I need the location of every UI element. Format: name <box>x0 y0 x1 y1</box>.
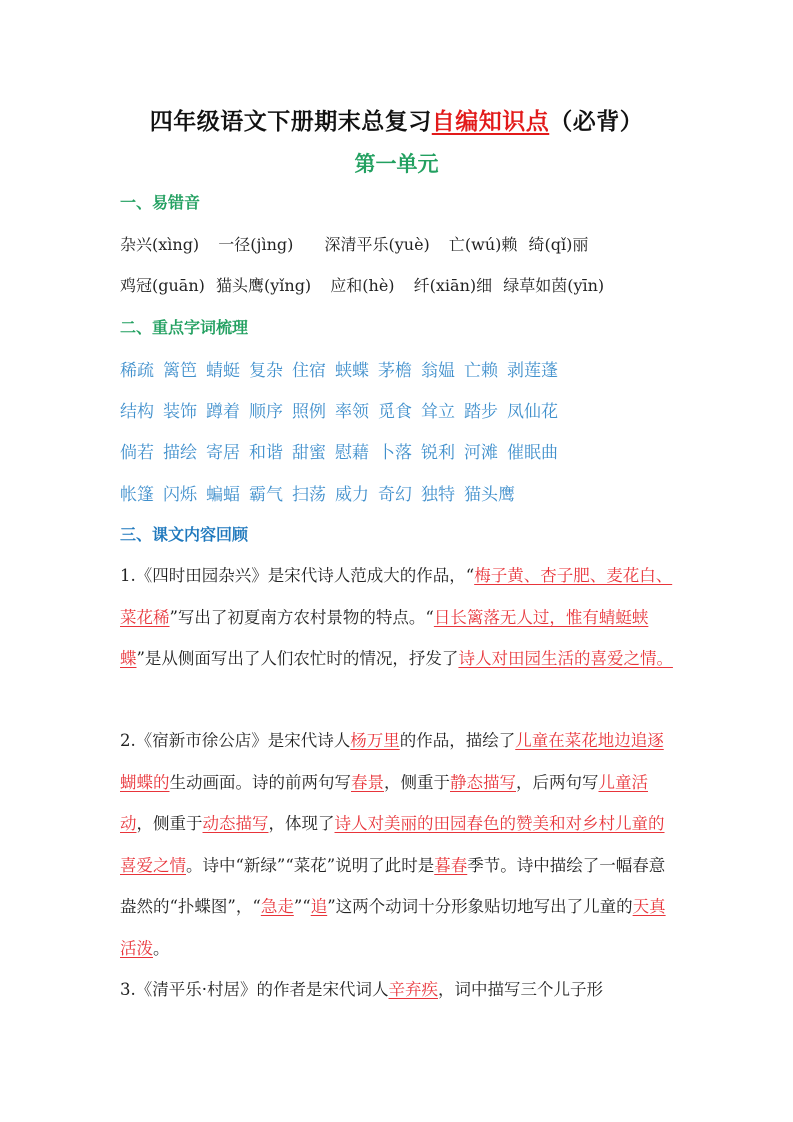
vocab-word: 闪烁 <box>163 485 197 505</box>
vocab-word: 寄居 <box>206 443 240 463</box>
vocab-word: 卜落 <box>378 443 412 463</box>
vocab-word: 率领 <box>335 402 369 422</box>
vocab-word: 倘若 <box>120 443 154 463</box>
key-answer: 杨万里 <box>350 731 400 750</box>
text: 3.《清平乐·村居》的作者是宋代词人 <box>120 980 389 999</box>
key-answer: 动态描写 <box>202 814 269 833</box>
key-answer: 天真活泼 <box>120 897 666 958</box>
pinyin-row-2 <box>120 273 680 296</box>
key-answer: 儿童在菜花地边追逐蝴蝶的 <box>120 731 664 792</box>
vocab-word: 蜻蜓 <box>206 361 240 381</box>
text: 。 <box>153 938 170 958</box>
key-answer: 诗人对田园生活的喜爱之情。 <box>458 649 673 668</box>
pinyin-item: 猫头鹰(yǐng) <box>215 276 312 295</box>
pinyin-item: 一径(jìng) <box>218 235 294 254</box>
vocab-word: 篱笆 <box>163 361 197 381</box>
pinyin-item: 绿草如茵(yīn) <box>503 276 605 295</box>
pinyin-item: 应和(hè) <box>330 276 395 295</box>
vocab-word: 霸气 <box>249 485 283 505</box>
vocab-word: 和谐 <box>249 443 283 463</box>
key-answer: 暮春 <box>434 855 468 875</box>
pinyin-row-1 <box>120 232 680 255</box>
text: ”写出了初夏南方农村景物的特点。“ <box>169 607 434 627</box>
vocab-word: 河滩 <box>464 443 498 463</box>
review-paragraph-3 <box>120 969 680 1011</box>
pinyin-item: 深清平乐(yuè) <box>324 235 430 254</box>
vocab-word: 亡赖 <box>464 361 498 381</box>
section-heading-pronunciation: 一、易错音 <box>120 193 201 212</box>
text: ，侧重于 <box>136 814 203 833</box>
vocab-word: 茅檐 <box>378 361 412 381</box>
review-paragraph-2 <box>120 720 680 969</box>
vocab-word: 蹲着 <box>206 402 240 422</box>
text: ，侧重于 <box>384 772 450 792</box>
vocab-row-4 <box>120 480 680 505</box>
vocab-word: 装饰 <box>163 402 197 422</box>
key-answer: 追 <box>310 897 328 916</box>
text: ，词中描写三个儿子形 <box>438 980 603 999</box>
key-answer: 日长篱落无人过，惟有蜻蜓蛱蝶 <box>120 607 649 668</box>
title-suffix: （必背） <box>549 109 644 135</box>
vocab-word: 稀疏 <box>120 361 154 381</box>
title-prefix: 四年级语文下册期末总复习 <box>149 109 432 135</box>
vocab-row-3 <box>120 438 680 463</box>
vocab-word: 独特 <box>421 485 455 505</box>
document-title <box>0 103 793 136</box>
pinyin-item: 杂兴(xìng) <box>120 235 200 254</box>
title-highlight: 自编知识点 <box>431 109 550 135</box>
pinyin-item: 纤(xiān)细 <box>413 276 493 295</box>
text: 2.《宿新市徐公店》是宋代诗人 <box>120 731 351 750</box>
unit-heading: 第一单元 <box>354 152 439 176</box>
key-answer: 静态描写 <box>450 772 516 792</box>
vocab-word: 慰藉 <box>335 443 369 463</box>
key-answer: 春景 <box>351 772 384 792</box>
vocab-word: 催眠曲 <box>507 443 558 463</box>
vocab-word: 耸立 <box>421 402 455 422</box>
section-heading-vocabulary: 二、重点字词梳理 <box>120 318 249 337</box>
pinyin-item: 绮(qǐ)丽 <box>528 235 589 254</box>
vocab-row-1 <box>120 356 680 381</box>
text: 的作品，描绘了 <box>399 731 516 750</box>
text: 生动画面。诗的前两句写 <box>169 772 351 792</box>
review-paragraph-1 <box>120 555 680 680</box>
vocab-word: 复杂 <box>249 361 283 381</box>
pinyin-item: 亡(wú)赖 <box>448 235 518 254</box>
text: 季节。诗中描绘了一幅春意盎然的“扑蝶图”，“ <box>120 855 666 916</box>
text: ”“ <box>293 897 311 916</box>
vocab-word: 奇幻 <box>378 485 412 505</box>
key-answer: 诗人对美丽的田园春色的赞美和对乡村儿童的喜爱之情 <box>120 814 665 875</box>
vocab-word: 蛱蝶 <box>335 361 369 381</box>
vocab-word: 剥莲蓬 <box>507 361 558 381</box>
vocab-word: 猫头鹰 <box>464 485 515 505</box>
vocab-word: 顺序 <box>249 402 283 422</box>
text: ，体现了 <box>268 814 335 833</box>
text: 1.《四时田园杂兴》是宋代诗人范成大的作品，“ <box>120 566 475 585</box>
vocab-word: 凤仙花 <box>507 402 558 422</box>
text: ”是从侧面写出了人们农忙时的情况，抒发了 <box>136 649 459 668</box>
vocab-word: 蝙蝠 <box>206 485 240 505</box>
vocab-word: 住宿 <box>292 361 326 381</box>
pinyin-item: 鸡冠(guān) <box>120 276 205 295</box>
vocab-word: 威力 <box>335 485 369 505</box>
vocab-word: 翁媪 <box>421 361 455 381</box>
text: 。诗中“新绿”“菜花”说明了此时是 <box>186 855 435 875</box>
vocab-word: 锐利 <box>421 443 455 463</box>
key-answer: 儿童活动 <box>120 772 648 833</box>
vocab-word: 帐篷 <box>120 485 154 505</box>
key-answer: 辛弃疾 <box>388 980 438 999</box>
vocab-word: 描绘 <box>163 443 197 463</box>
key-answer: 急走 <box>260 897 294 916</box>
vocab-word: 照例 <box>292 402 326 422</box>
section-heading-review: 三、课文内容回顾 <box>120 525 249 544</box>
vocab-word: 扫荡 <box>292 485 326 505</box>
text: ，后两句写 <box>516 772 599 792</box>
vocab-row-2 <box>120 397 680 422</box>
vocab-word: 踏步 <box>464 402 498 422</box>
vocab-word: 觅食 <box>378 402 412 422</box>
vocab-word: 甜蜜 <box>292 443 326 463</box>
key-answer: 梅子黄、杏子肥、麦花白、菜花稀 <box>120 566 673 627</box>
text: ”这两个动词十分形象贴切地写出了儿童的 <box>327 897 633 916</box>
vocab-word: 结构 <box>120 402 154 422</box>
